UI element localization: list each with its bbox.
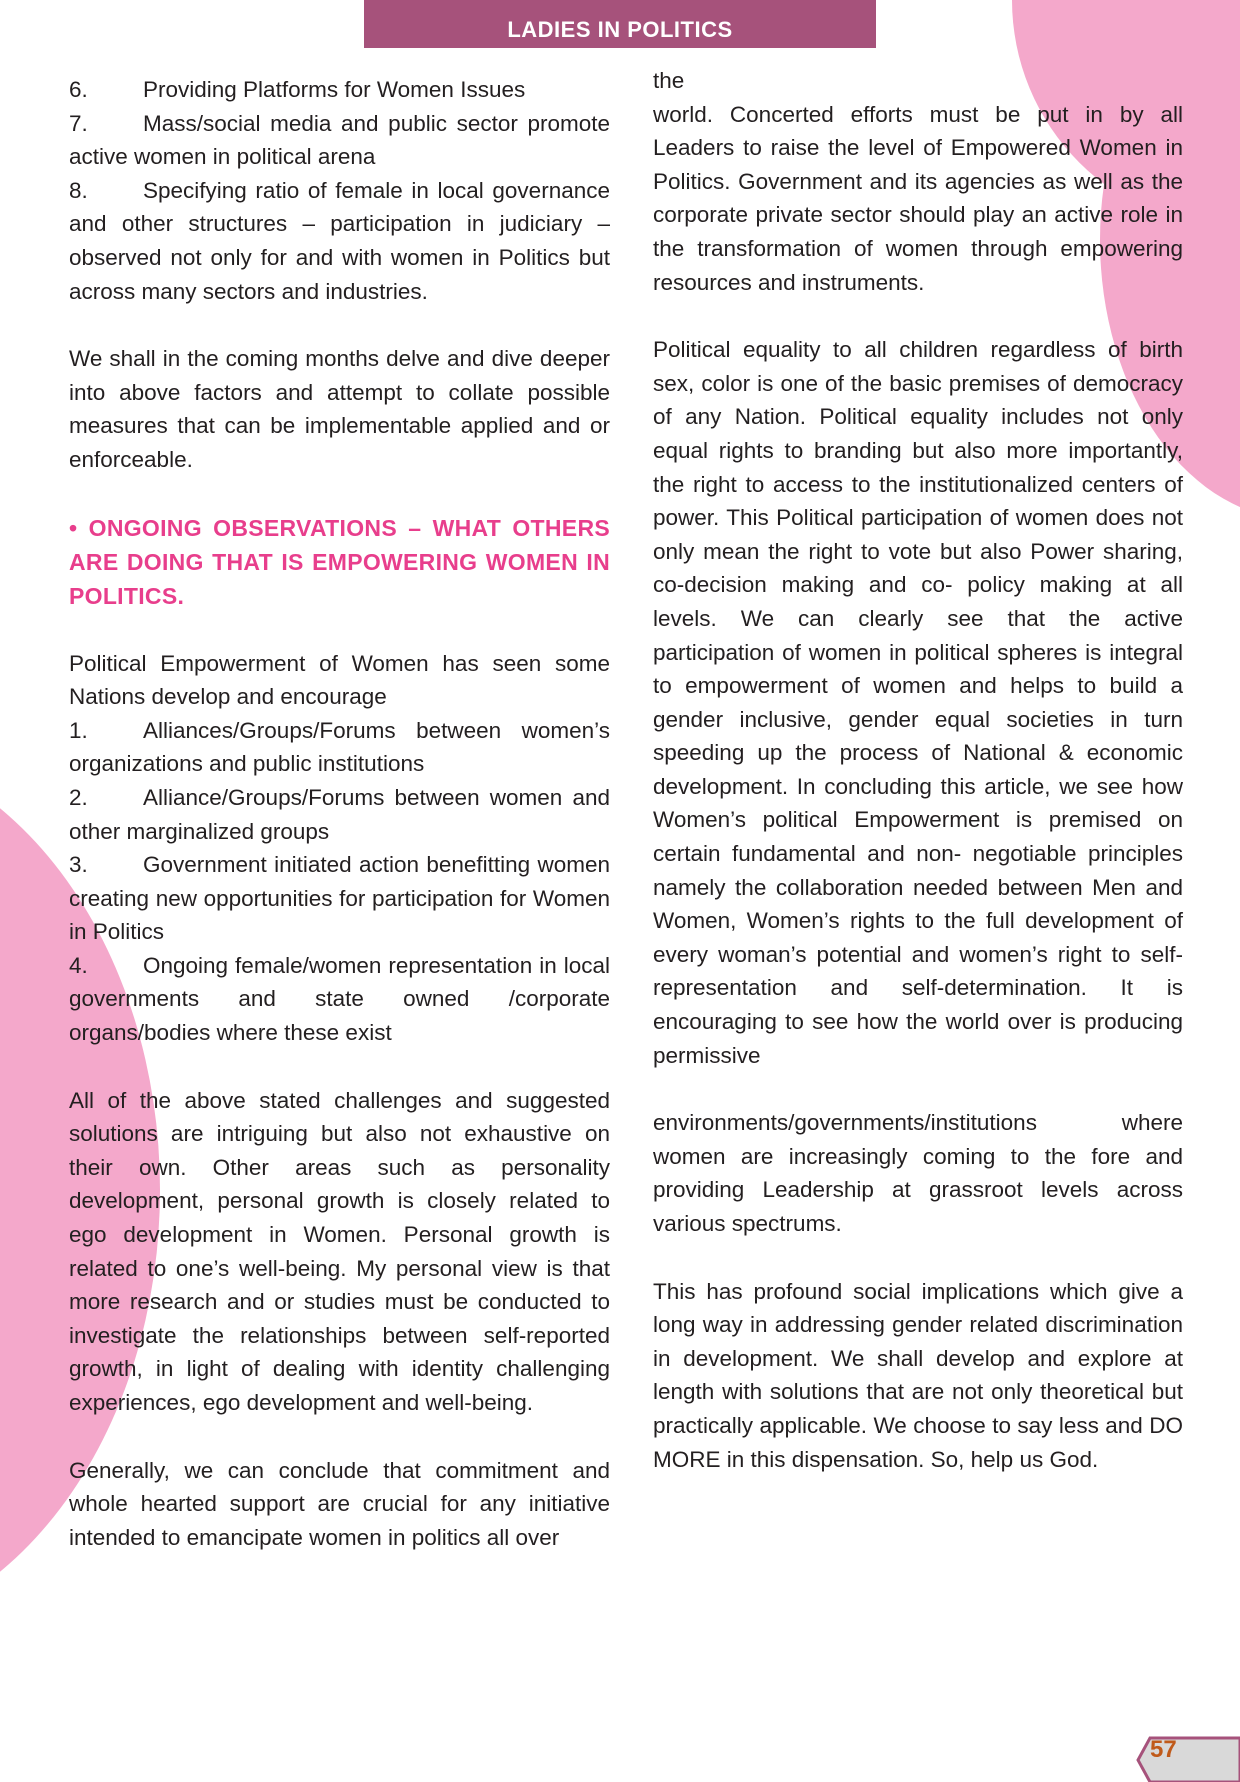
paragraph: Generally, we can conclude that commitment and whole hearted support are crucial for any initiative intended to emancipate women in politics all over (69, 1457, 610, 1550)
left-column (69, 73, 610, 1554)
paragraph: Political equality to all children regardless of birth sex, color is one of the basic premises of democracy of any Nation. Political equality includes not only equal rights to branding but also more importantly, the right to access to the institutionalized centers of power. This Political participation of women does not only mean the right to vote but also Power sharing, co-decision making and co- policy making at all levels. We can clearly see that the active participation of women in political spheres is integral to empowerment of women and helps to build a gender inclusive, gender equal societies in turn speeding up the process of National & economic development. In concluding this article, we see how Women’s political Empowerment is premised on certain fundamental and non- negotiable principles namely the collaboration needed between Men and Women, Women’s rights to the full development of every woman’s potential and women’s right to self-representation and self-determination. It is encouraging to see how the world over is producing permissive (653, 337, 1183, 1068)
continued-word: the (653, 68, 685, 93)
page-header (364, 0, 876, 48)
paragraph: All of the above stated challenges and suggested solutions are intriguing but also not exhaustive on their own. Other areas such as personality development, personal growth is closely related to ego development in Women. Personal growth is related to one’s well-being. My personal view is that more research and or studies must be conducted to investigate the relationships between self-reported growth, in light of dealing with identity challenging experiences, ego development and well-being. (69, 1087, 610, 1415)
list-item: 4. Ongoing female/women representation in local governments and state owned /corporate organs/bodies where these exist (69, 952, 610, 1046)
paragraph: Political Empowerment of Women has seen some Nations develop and encourage (69, 650, 610, 710)
list-item: 1. Alliances/Groups/Forums between women’s organizations and public institutions (69, 717, 610, 777)
list-item: 2. Alliance/Groups/Forums between women and other marginalized groups (69, 784, 610, 844)
list-item: 6. Providing Platforms for Women Issues (69, 77, 526, 102)
paragraph: This has profound social implications which give a long way in addressing gender related discrimination in development. We shall develop and explore at length with solutions that are not only theoretical but practically applicable. We choose to say less and DO MORE in this dispensation. So, help us God. (653, 1278, 1183, 1472)
paragraph: We shall in the coming months delve and dive deeper into above factors and attempt to collate possible measures that can be implementable applied and or enforceable. (69, 346, 610, 472)
list-item: 8. Specifying ratio of female in local governance and other structures – participation in judiciary – observed not only for and with women in Politics but across many sectors and industries. (69, 177, 610, 304)
section-heading: • ONGOING OBSERVATIONS – WHAT OTHERS ARE DOING THAT IS EMPOWERING WOMEN IN POLITICS. (69, 514, 610, 609)
paragraph: environments/governments/institutions where women are increasingly coming to the fore and providing Leadership at grassroot levels across various spectrums. (653, 1110, 1183, 1236)
header-title: LADIES IN POLITICS (507, 17, 733, 42)
page-number: 57 (1150, 1736, 1177, 1763)
list-item: 7. Mass/social media and public sector promote active women in political arena (69, 110, 610, 170)
list-item: 3. Government initiated action benefitting women creating new opportunities for participation for Women in Politics (69, 852, 610, 945)
right-column (653, 64, 1183, 1476)
paragraph: world. Concerted efforts must be put in by all Leaders to raise the level of Empowered Women in Politics. Government and its agencies as well as the corporate private sector should play an active role in the transformation of women through empowering resources and instruments. (653, 101, 1183, 295)
